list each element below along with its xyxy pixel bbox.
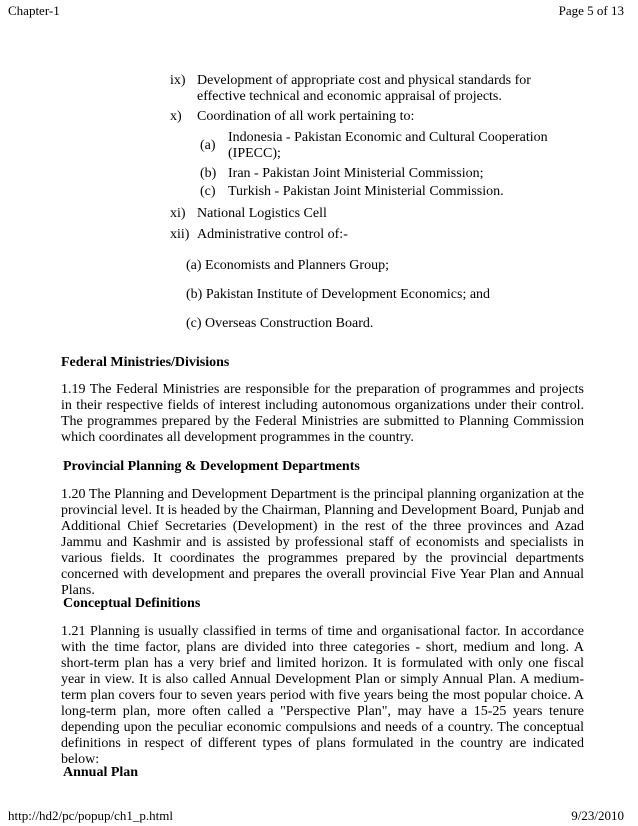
heading-federal-ministries: Federal Ministries/Divisions: [61, 355, 230, 370]
list-number-xi: xi): [170, 206, 186, 221]
sub-label-a: (a): [200, 138, 216, 153]
list-text-xi: National Logistics Cell: [197, 206, 327, 221]
heading-provincial-planning: Provincial Planning & Development Departments: [63, 459, 360, 474]
list-text-ix-line1: Development of appropriate cost and physical standards for: [197, 73, 531, 88]
xii-sub-c: (c) Overseas Construction Board.: [186, 316, 374, 331]
sub-text-a-line1: Indonesia - Pakistan Economic and Cultural Cooperation: [228, 130, 548, 145]
xii-sub-b: (b) Pakistan Institute of Development Economics; and: [186, 287, 491, 302]
sub-label-c: (c): [200, 184, 216, 199]
sub-text-a-line2: (IPECC);: [228, 146, 281, 161]
list-number-x: x): [170, 109, 182, 124]
header-chapter: Chapter-1: [8, 3, 60, 18]
list-number-ix: ix): [170, 73, 186, 88]
footer-date: 9/23/2010: [571, 808, 624, 823]
sub-text-c: Turkish - Pakistan Joint Ministerial Commission.: [228, 184, 504, 199]
paragraph-1-19: 1.19 The Federal Ministries are responsible for the preparation of programmes and projects in their respective fields of interest including autonomous organizations under their control. The programmes prepared by the Federal Ministries are submitted to Planning Commission which coordinates all development programmes in the country.: [61, 382, 584, 445]
heading-conceptual-definitions: Conceptual Definitions: [63, 596, 201, 611]
paragraph-1-21: 1.21 Planning is usually classified in terms of time and organisational factor. In accordance with the time factor, plans are divided into three categories - short, medium and long. A short-term plan has a very brief and limited horizon. It is formulated with only one fiscal year in view. It is also called Annual Development Plan or simply Annual Plan. A medium-term plan covers four to seven years period with five years being the most popular choice. A long-term plan, more often called a "Perspective Plan", may have a 15-25 years tenure depending upon the peculiar economic compulsions and needs of a country. The conceptual definitions in respect of different types of plans formulated in the country are indicated below:: [61, 624, 584, 767]
footer-url: http://hd2/pc/popup/ch1_p.html: [8, 808, 174, 823]
header-page-number: Page 5 of 13: [558, 3, 624, 18]
list-text-ix-line2: effective technical and economic appraisal of projects.: [197, 89, 502, 104]
list-text-x: Coordination of all work pertaining to:: [197, 109, 415, 124]
list-number-xii: xii): [170, 227, 190, 242]
xii-sub-a: (a) Economists and Planners Group;: [186, 258, 389, 273]
sub-label-b: (b): [200, 166, 217, 181]
paragraph-1-20: 1.20 The Planning and Development Department is the principal planning organization at the provincial level. It is headed by the Chairman, Planning and Development Board, Punjab and Additional Chief Secretaries (Development) in the rest of the three provinces and Azad Jammu and Kashmir and is assisted by professional staff of economists and specialists in various fields. It coordinates the programmes prepared by the provincial departments concerned with development and prepares the overall provincial Five Year Plan and Annual Plans.: [61, 487, 584, 598]
heading-annual-plan: Annual Plan: [63, 765, 139, 780]
sub-text-b: Iran - Pakistan Joint Ministerial Commission;: [228, 166, 484, 181]
list-text-xii: Administrative control of:-: [197, 227, 348, 242]
